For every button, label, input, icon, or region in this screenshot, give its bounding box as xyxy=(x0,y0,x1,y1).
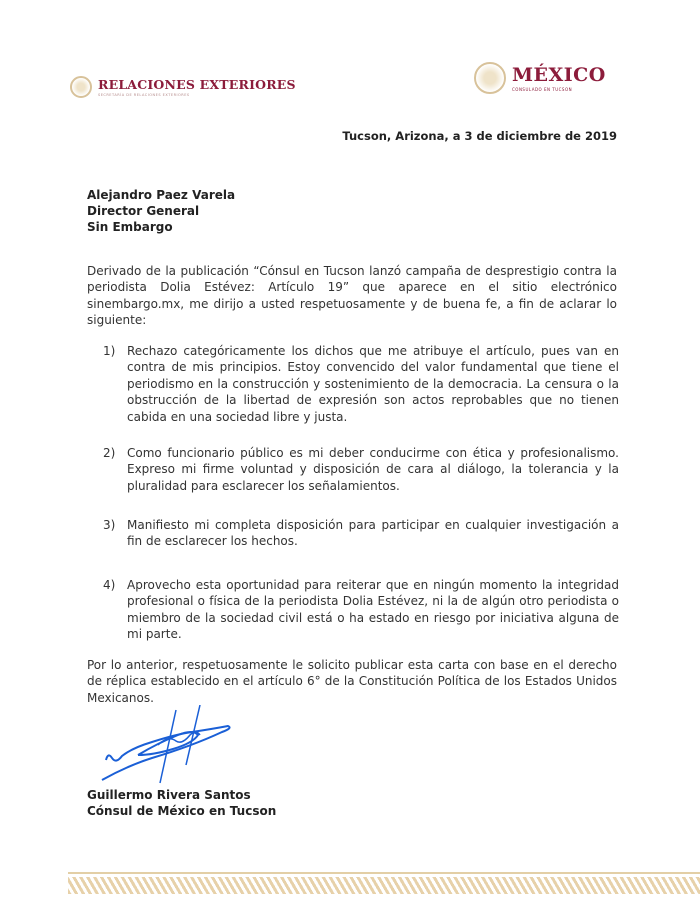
list-item-number: 2) xyxy=(103,446,116,460)
list-item-text: Manifiesto mi completa disposición para participar en cualquier investigación a fin de esclarecer los hechos. xyxy=(127,518,619,549)
signer-name: Guillermo Rivera Santos xyxy=(87,788,251,802)
list-item-text: Aprovecho esta oportunidad para reiterar que en ningún momento la integridad profesional o física de la periodista Dolia Estévez, ni la de algún otro periodista o miembro de la sociedad civil está o ha estado en riesgo por iniciativa alguna de mi parte. xyxy=(127,578,619,642)
recipient-block xyxy=(87,187,235,235)
date-line: Tucson, Arizona, a 3 de diciembre de 2019 xyxy=(342,129,617,143)
mexico-consulate-logo xyxy=(474,62,606,94)
signer-title: Cónsul de México en Tucson xyxy=(87,804,277,818)
recipient-title: Director General xyxy=(87,204,200,218)
mexico-logo-subtitle: CONSULADO EN TUCSON xyxy=(512,87,573,92)
sre-logo xyxy=(70,76,296,98)
handwritten-signature xyxy=(98,705,238,785)
list-item xyxy=(103,517,619,550)
list-item-text: Rechazo categóricamente los dichos que me atribuye el artículo, pues van en contra de mis principios. Estoy convencido del valor fundamental que tiene el periodismo en la construcción y sostenimiento de la democracia. La censura o la obstrucción de la libertad de expresión son actos reprobables que no tienen cabida en una sociedad libre y justa. xyxy=(127,344,619,424)
list-item xyxy=(103,577,619,643)
intro-paragraph: Derivado de la publicación “Cónsul en Tucson lanzó campaña de desprestigio contra la periodista Dolia Estévez: Artículo 19” que aparece en el sitio electrónico sinembargo.mx, me dirijo a usted respetuosamente y de buena fe, a fin de aclarar lo siguiente: xyxy=(87,264,617,328)
list-item-text: Como funcionario público es mi deber conducirme con ética y profesionalismo. Expreso mi firme voluntad y disposición de cara al diálogo, la tolerancia y la pluralidad para esclarecer los señalamientos. xyxy=(127,446,619,493)
list-item xyxy=(103,445,619,494)
list-item-number: 3) xyxy=(103,518,116,532)
recipient-organization: Sin Embargo xyxy=(87,220,173,234)
sre-logo-subtitle: SECRETARÍA DE RELACIONES EXTERIORES xyxy=(98,93,190,97)
mexico-logo-title: MÉXICO xyxy=(512,64,606,86)
footer-divider xyxy=(68,872,700,874)
national-seal-icon xyxy=(70,76,92,98)
list-item-number: 1) xyxy=(103,344,116,358)
list-item xyxy=(103,343,619,425)
sre-logo-title: RELACIONES EXTERIORES xyxy=(98,77,296,92)
closing-paragraph: Por lo anterior, respetuosamente le solicito publicar esta carta con base en el derecho de réplica establecido en el artículo 6° de la Constitución Política de los Estados Unidos Mexicanos. xyxy=(87,658,617,705)
list-item-number: 4) xyxy=(103,578,116,592)
footer-ornament-band xyxy=(68,877,700,894)
national-seal-icon xyxy=(474,62,506,94)
signer-block xyxy=(87,787,276,819)
recipient-name: Alejandro Paez Varela xyxy=(87,188,236,202)
